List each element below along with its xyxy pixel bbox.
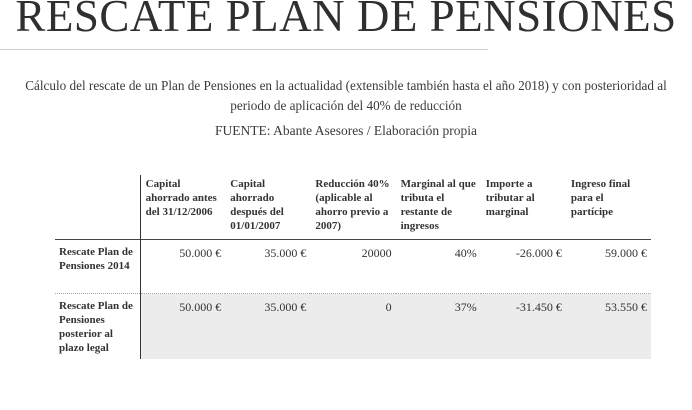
row-header: Rescate Plan de Pensiones posterior al plazo legal xyxy=(55,294,140,360)
table-cell: 50.000 € xyxy=(140,240,225,294)
column-header: Reducción 40% (aplicable al ahorro previo a 2007) xyxy=(315,178,390,232)
table-cell: 35.000 € xyxy=(264,300,307,314)
column-header: Importe a tributar al marginal xyxy=(485,178,535,218)
column-header: Capital ahorrado después del 01/01/2007 xyxy=(230,178,284,232)
page-title: RESCATE PLAN DE PENSIONES xyxy=(15,0,677,41)
pension-table xyxy=(55,175,651,359)
table-cell: 37% xyxy=(454,300,477,314)
table-cell: 50.000 € xyxy=(179,300,222,314)
column-header: Ingreso final para el partícipe xyxy=(570,178,631,218)
table-corner-cell xyxy=(55,175,140,240)
column-header: Capital ahorrado antes del 31/12/2006 xyxy=(145,178,217,218)
source-note: FUENTE: Abante Asesores / Elaboración propia xyxy=(214,123,478,138)
table-row xyxy=(55,294,651,360)
table-cell: 35.000 € xyxy=(225,240,310,294)
table-cell: 53.550 € xyxy=(605,300,647,314)
table-cell: 59.000 € xyxy=(566,240,651,294)
column-header: Marginal al que tributa el restante de ingresos xyxy=(400,178,476,232)
title-divider xyxy=(0,49,488,50)
table-cell: -31.450 € xyxy=(515,300,562,314)
row-header: Rescate Plan de Pensiones 2014 xyxy=(55,240,140,294)
table-header-row xyxy=(55,175,651,240)
table-cell: 20000 xyxy=(310,240,395,294)
table-cell: 40% xyxy=(396,240,481,294)
table-row xyxy=(55,240,651,294)
table-cell: 0 xyxy=(385,300,392,314)
table-cell: -26.000 € xyxy=(481,240,566,294)
subtitle: Cálculo del rescate de un Plan de Pensiones en la actualidad (extensible también hasta el año 2018) y con posterioridad al periodo de aplicación del 40% de reducción xyxy=(25,78,667,113)
